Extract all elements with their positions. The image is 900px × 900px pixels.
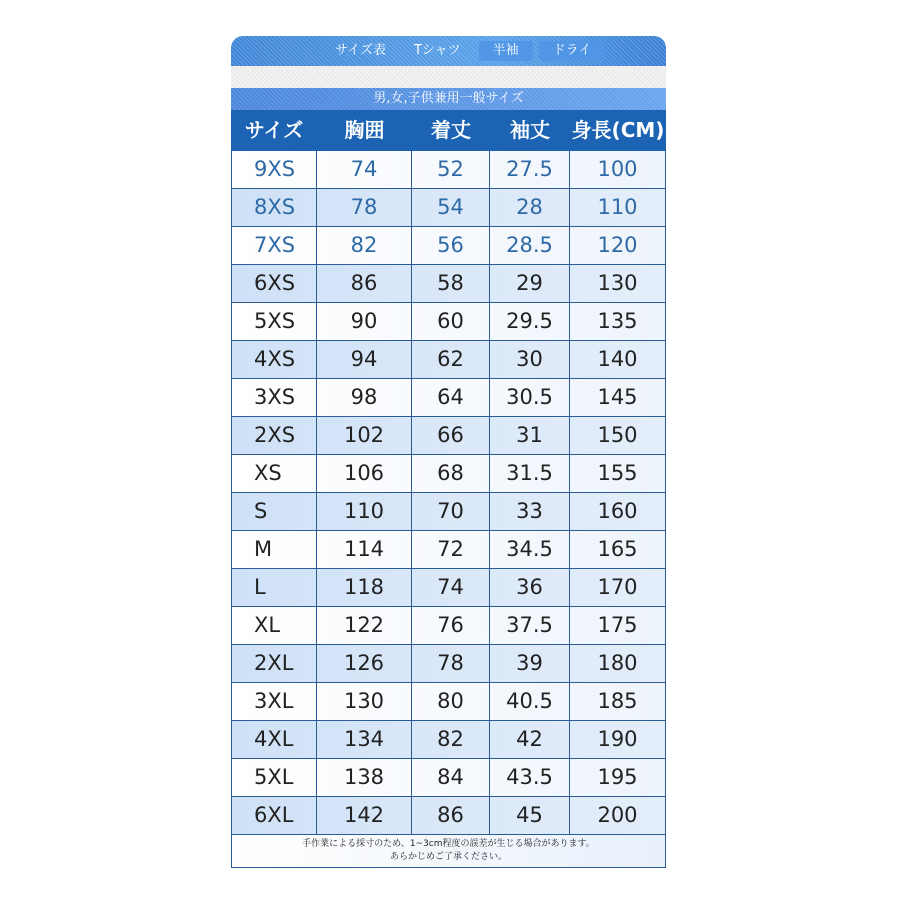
cell-chest: 122 [317, 607, 412, 644]
cell-length: 66 [412, 417, 490, 454]
cell-length: 72 [412, 531, 490, 568]
cell-chest: 114 [317, 531, 412, 568]
size-table-body [231, 151, 666, 835]
cell-length: 60 [412, 303, 490, 340]
cell-sleeve: 31 [490, 417, 570, 454]
table-row [231, 417, 666, 455]
cell-size: XL [231, 607, 317, 644]
cell-size: 6XL [231, 797, 317, 834]
cell-sleeve: 29 [490, 265, 570, 302]
cell-sleeve: 27.5 [490, 151, 570, 188]
cell-chest: 90 [317, 303, 412, 340]
cell-height: 185 [570, 683, 666, 720]
cell-length: 74 [412, 569, 490, 606]
cell-sleeve: 37.5 [490, 607, 570, 644]
table-row [231, 607, 666, 645]
cell-length: 84 [412, 759, 490, 796]
cell-size: L [231, 569, 317, 606]
cell-height: 175 [570, 607, 666, 644]
cell-chest: 142 [317, 797, 412, 834]
cell-height: 170 [570, 569, 666, 606]
table-row [231, 759, 666, 797]
cell-length: 86 [412, 797, 490, 834]
cell-height: 120 [570, 227, 666, 264]
header-height: 身長(CM) [571, 118, 665, 142]
cell-height: 180 [570, 645, 666, 682]
cell-chest: 94 [317, 341, 412, 378]
cell-sleeve: 34.5 [490, 531, 570, 568]
cell-chest: 134 [317, 721, 412, 758]
cell-chest: 130 [317, 683, 412, 720]
cell-size: 9XS [231, 151, 317, 188]
banner-tab-size-chart: サイズ表 [335, 43, 386, 58]
cell-length: 62 [412, 341, 490, 378]
cell-size: XS [231, 455, 317, 492]
cell-sleeve: 33 [490, 493, 570, 530]
table-row [231, 797, 666, 835]
cell-chest: 138 [317, 759, 412, 796]
cell-size: M [231, 531, 317, 568]
cell-height: 130 [570, 265, 666, 302]
cell-size: S [231, 493, 317, 530]
cell-size: 3XL [231, 683, 317, 720]
cell-chest: 106 [317, 455, 412, 492]
table-row [231, 379, 666, 417]
cell-length: 82 [412, 721, 490, 758]
table-row [231, 151, 666, 189]
cell-size: 2XS [231, 417, 317, 454]
cell-length: 78 [412, 645, 490, 682]
cell-chest: 86 [317, 265, 412, 302]
cell-size: 3XS [231, 379, 317, 416]
table-row [231, 265, 666, 303]
cell-chest: 110 [317, 493, 412, 530]
cell-chest: 98 [317, 379, 412, 416]
cell-height: 145 [570, 379, 666, 416]
cell-size: 8XS [231, 189, 317, 226]
table-row [231, 531, 666, 569]
cell-height: 135 [570, 303, 666, 340]
table-row [231, 341, 666, 379]
size-chart-card [231, 36, 666, 868]
cell-height: 155 [570, 455, 666, 492]
header-size: サイズ [244, 118, 304, 142]
table-row [231, 189, 666, 227]
header-chest: 胸囲 [344, 118, 385, 142]
cell-height: 200 [570, 797, 666, 834]
table-header [231, 110, 666, 151]
cell-chest: 102 [317, 417, 412, 454]
table-row [231, 683, 666, 721]
cell-sleeve: 36 [490, 569, 570, 606]
cell-chest: 82 [317, 227, 412, 264]
cell-height: 165 [570, 531, 666, 568]
cell-size: 6XS [231, 265, 317, 302]
subheading: 男,女,子供兼用一般サイズ [231, 88, 666, 110]
cell-sleeve: 29.5 [490, 303, 570, 340]
cell-size: 5XL [231, 759, 317, 796]
table-row [231, 493, 666, 531]
cell-size: 5XS [231, 303, 317, 340]
cell-length: 54 [412, 189, 490, 226]
cell-height: 140 [570, 341, 666, 378]
table-row [231, 721, 666, 759]
cell-length: 70 [412, 493, 490, 530]
cell-sleeve: 40.5 [490, 683, 570, 720]
banner-tab-tshirt: Tシャツ [413, 43, 461, 58]
cell-height: 190 [570, 721, 666, 758]
note-line-2: あらかじめご了承ください。 [389, 852, 507, 862]
cell-sleeve: 39 [490, 645, 570, 682]
title-banner [231, 36, 666, 66]
cell-sleeve: 31.5 [490, 455, 570, 492]
cell-length: 58 [412, 265, 490, 302]
cell-size: 7XS [231, 227, 317, 264]
cell-length: 64 [412, 379, 490, 416]
measurement-note [231, 835, 666, 868]
banner-tab-short-sleeve: 半袖 [479, 41, 533, 61]
cell-height: 100 [570, 151, 666, 188]
header-sleeve: 袖丈 [510, 118, 550, 142]
cell-chest: 78 [317, 189, 412, 226]
cell-sleeve: 30 [490, 341, 570, 378]
cell-chest: 126 [317, 645, 412, 682]
table-row [231, 569, 666, 607]
cell-length: 76 [412, 607, 490, 644]
cell-sleeve: 45 [490, 797, 570, 834]
cell-chest: 118 [317, 569, 412, 606]
cell-length: 56 [412, 227, 490, 264]
cell-length: 68 [412, 455, 490, 492]
cell-sleeve: 28.5 [490, 227, 570, 264]
table-row [231, 227, 666, 265]
cell-sleeve: 42 [490, 721, 570, 758]
banner-tab-dry: ドライ [539, 41, 606, 61]
cell-size: 2XL [231, 645, 317, 682]
cell-height: 110 [570, 189, 666, 226]
cell-height: 195 [570, 759, 666, 796]
table-row [231, 455, 666, 493]
note-line-1: 手作業による採寸のため、1~3cm程度の誤差が生じる場合があります。 [302, 839, 595, 849]
cell-height: 150 [570, 417, 666, 454]
cell-size: 4XS [231, 341, 317, 378]
decorative-stripe [231, 66, 666, 88]
table-row [231, 645, 666, 683]
cell-length: 80 [412, 683, 490, 720]
cell-sleeve: 43.5 [490, 759, 570, 796]
cell-height: 160 [570, 493, 666, 530]
cell-sleeve: 28 [490, 189, 570, 226]
header-length: 着丈 [431, 118, 471, 142]
cell-length: 52 [412, 151, 490, 188]
cell-sleeve: 30.5 [490, 379, 570, 416]
cell-chest: 74 [317, 151, 412, 188]
table-row [231, 303, 666, 341]
cell-size: 4XL [231, 721, 317, 758]
